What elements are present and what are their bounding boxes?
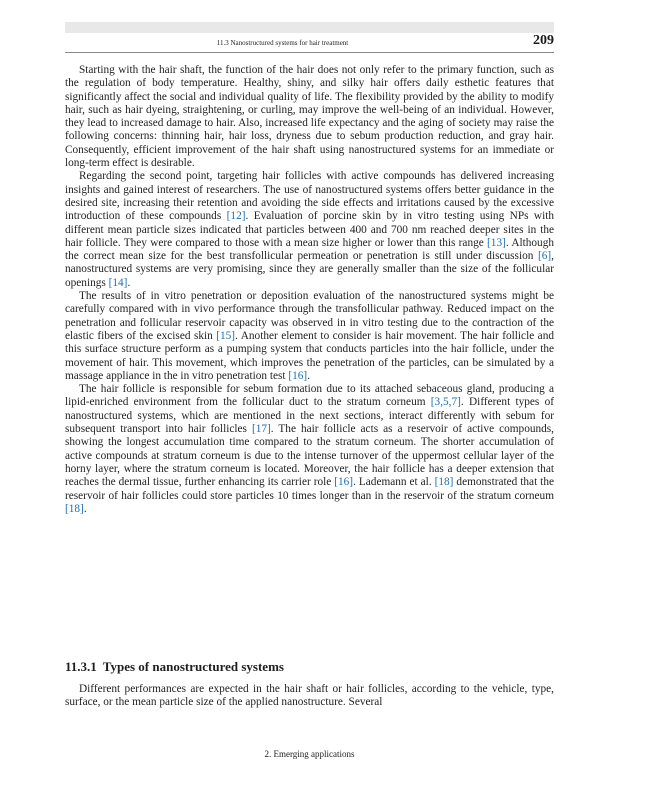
paragraph [65, 170, 554, 290]
paragraph [65, 290, 554, 383]
paragraph [65, 383, 554, 516]
text-run: The hair follicle is responsible for sebum formation due to its attached sebaceous gland, producing a lipid-enriched environment from the follicular duct to the stratum corneum [65, 383, 554, 409]
paragraph: Different performances are expected in the hair shaft or hair follicles, according to the vehicle, type, surface, or the mean particle size of the applied nanostructure. Several [65, 683, 554, 709]
text-run: , nanostructured systems are very promising, since they are generally smaller than the size of the follicular openings [65, 250, 554, 289]
text-run: . Different types of nanostructured systems, which are mentioned in the next sections, interact differently with sebum for subsequent transport into hair follicles [65, 396, 555, 436]
citation-link[interactable]: [16] [334, 476, 354, 489]
text-run: Regarding the second point, targeting hair follicles with active compounds has delivered increasing insights and gained interest of researchers. The use of nanostructured systems offers better guidance in the desired site, increasing their retention and avoiding the side effects and irritations caused by the excessive introduction of these compounds [65, 170, 554, 223]
citation-link[interactable]: [12] [226, 210, 246, 223]
text-run: . [307, 369, 311, 382]
citation-link[interactable]: [18] [434, 476, 454, 489]
citation-link[interactable]: [16] [288, 369, 308, 382]
citation-link[interactable]: [18] [65, 502, 84, 515]
text-run: . [83, 502, 87, 515]
running-title: 11.3 Nanostructured systems for hair treatment [216, 39, 349, 47]
section-heading [65, 659, 554, 675]
citation-link[interactable]: [15] [216, 329, 236, 342]
text-run: . Another element to consider is hair movement. The hair follicle and this surface structure perform as a pumping system that conducts particles into the hair follicle, under the movement of hair. This movement, which improves the penetration of the particles, can be simulated by a massage appliance in the in vitro penetration test [65, 329, 554, 382]
citation-link[interactable]: [17] [251, 423, 271, 436]
section-body [65, 683, 554, 710]
header-rule [65, 52, 554, 53]
text-run: . The hair follicle acts as a reservoir of active compounds, showing the longest accumulation time compared to the stratum corneum. The shorter accumulation of active compounds at stratum corneum is due to the intense turnover of the uppermost cellular layer of the horny layer, where the stratum corneum is located. Moreover, the hair follicle has a deeper extension that reaches the dermal tissue, further enhancing its carrier role [65, 423, 555, 489]
citation-link[interactable]: [3,5,7] [430, 396, 461, 409]
citation-link[interactable]: [13] [487, 236, 506, 249]
paragraph [65, 64, 554, 170]
text-run: . Evaluation of porcine skin by in vitro testing using NPs with different mean particle sizes indicated that particles between 400 and 700 nm reached deeper sites in the hair follicle. They were compared to those with a mean size higher or lower than this range [65, 210, 555, 249]
page-footer: 2. Emerging applications [264, 749, 355, 759]
header-band [65, 22, 554, 33]
text-run: . Although the correct mean size for the best transfollicular permeation or penetration is still under discussion [65, 236, 555, 263]
section-title: Types of nanostructured systems [102, 659, 284, 674]
body-text [65, 64, 554, 516]
text-run: . [127, 276, 131, 289]
citation-link[interactable]: [14] [108, 276, 128, 289]
section-number: 11.3.1 [65, 659, 97, 674]
text-run: The results of in vitro penetration or deposition evaluation of the nanostructured systems might be carefully compared with in vivo performance through the transfollicular pathway. Reduced impact on the penetration and follicular reservoir capacity was observed in in vitro testing due to the contraction of the elastic fibers of the excised skin [65, 290, 554, 342]
text-run: demonstrated that the reservoir of hair follicles could store particles 10 times longer than in the reservoir of the stratum corneum [65, 476, 554, 502]
page-number: 209 [533, 33, 554, 48]
text-run: Starting with the hair shaft, the function of the hair does not only refer to the primary function, such as the regulation of body temperature. Healthy, shiny, and silky hair offers daily esthetic features that significantly affect the social and individual quality of life. The flexibility provided by the ability to modify hair, such as hair dyeing, straightening, or curling, may improve the well-being of an individual. However, they lead to increased damage to hair. Also, increased life expectancy and the aging of society may raise the following concerns: thinning hair, hair loss, dryness due to sebum production reduction, and gray hair. Consequently, efficient improvement of the hair shaft using nanostructured systems for an immediate or long-term effect is desirable. [65, 64, 554, 170]
citation-link[interactable]: [6] [537, 250, 552, 263]
text-run: . Lademann et al. [353, 476, 435, 489]
